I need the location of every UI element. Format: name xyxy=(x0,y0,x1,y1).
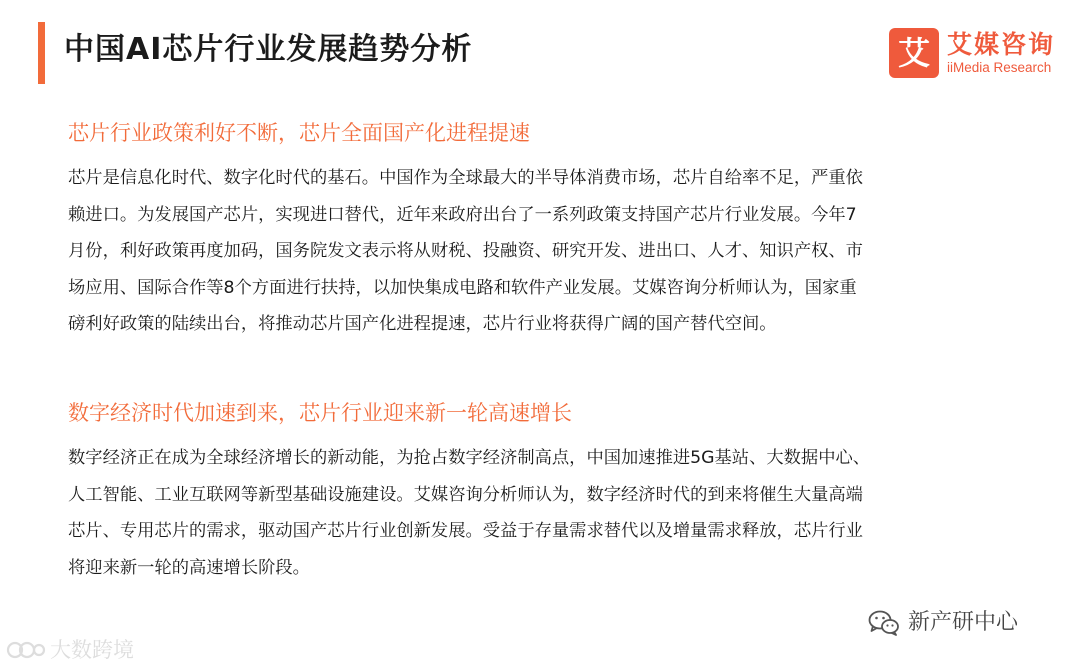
brand-name-cn: 艾媒咨询 xyxy=(947,30,1056,59)
source-name: 大数跨境 xyxy=(50,638,134,662)
title-accent-bar xyxy=(38,22,45,84)
paragraph-line: 数字经济正在成为全球经济增长的新动能，为抢占数字经济制高点，中国加速推进5G基站、大数据中心、 xyxy=(68,448,871,468)
paragraph-line: 磅利好政策的陆续出台，将推动芯片国产化进程提速，芯片行业将获得广阔的国产替代空间。 xyxy=(68,314,777,334)
paragraph-line: 芯片是信息化时代、数字化时代的基石。中国作为全球最大的半导体消费市场，芯片自给率不足，严重依 xyxy=(68,168,863,188)
paragraph-line: 芯片、专用芯片的需求，驱动国产芯片行业创新发展。受益于存量需求替代以及增量需求释放，芯片行业 xyxy=(68,521,863,541)
brand-logo xyxy=(889,27,1055,79)
brand-name-en: iiMedia Research xyxy=(947,60,1052,75)
brand-mark-icon: 艾 xyxy=(889,28,939,78)
source-watermark xyxy=(6,636,134,664)
section-body-digital-economy xyxy=(68,440,1028,586)
wechat-account-name: 新产研中心 xyxy=(908,610,1019,635)
dashu-logo-icon xyxy=(6,638,46,662)
paragraph-line: 人工智能、工业互联网等新型基础设施建设。艾媒咨询分析师认为，数字经济时代的到来将催生大量高端 xyxy=(68,484,863,505)
paragraph-line: 月份，利好政策再度加码，国务院发文表示将从财税、投融资、研究开发、进出口、人才、知识产权、市 xyxy=(68,241,863,261)
section-heading-policy: 芯片行业政策利好不断，芯片全面国产化进程提速 xyxy=(68,121,530,145)
paragraph-line: 将迎来新一轮的高速增长阶段。 xyxy=(68,557,310,578)
page-title: 中国AI芯片行业发展趋势分析 xyxy=(64,32,473,67)
section-body-policy xyxy=(68,160,1028,343)
brand-text xyxy=(947,30,1055,76)
wechat-icon xyxy=(868,609,900,637)
paragraph-line: 场应用、国际合作等8个方面进行扶持，以加快集成电路和软件产业发展。艾媒咨询分析师认为，国家重 xyxy=(68,277,857,298)
wechat-watermark xyxy=(868,608,1018,638)
paragraph-line: 赖进口。为发展国产芯片，实现进口替代，近年来政府出台了一系列政策支持国产芯片行业发展。今年7 xyxy=(68,204,857,225)
section-heading-digital-economy: 数字经济时代加速到来，芯片行业迎来新一轮高速增长 xyxy=(68,401,572,425)
